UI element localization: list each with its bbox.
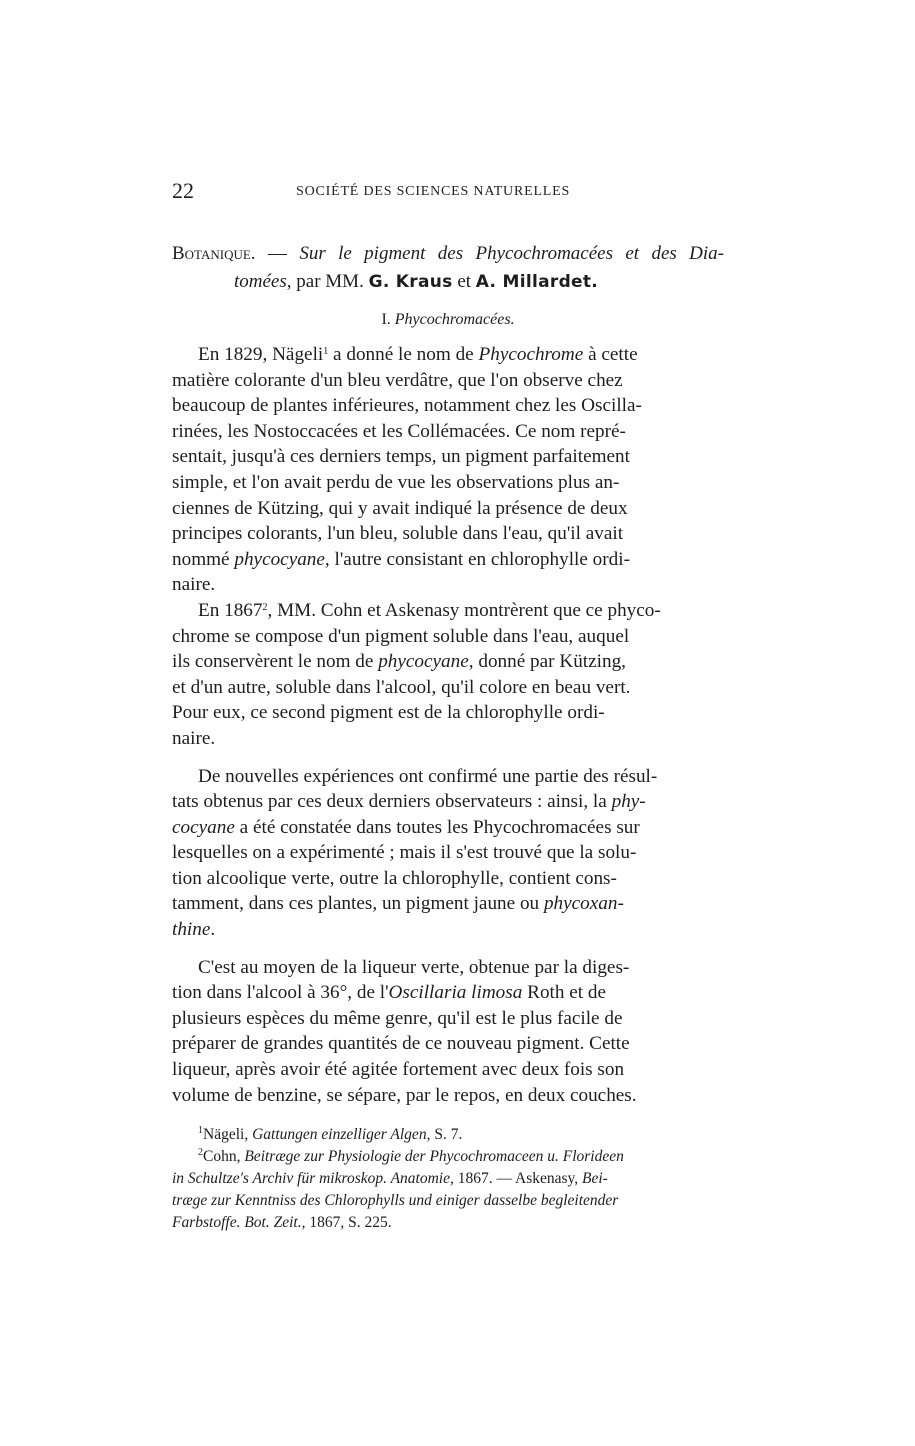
paragraph (172, 598, 724, 752)
section-heading (172, 311, 724, 329)
author-name: A. Millardet. (475, 272, 599, 292)
text-run: En 1867 (198, 599, 263, 621)
text-run: à cette matière colorante d'un bleu verdâtre, que l'on observe chez beaucoup de plantes inférieures, notamment chez les Oscilla- rinées, les Nostoccacées et les Collémacées. Ce nom repré- sentait, jusqu'à ces derniers temps, un pigment parfaitement simple, et l'on avait perdu de vue les observations plus an- ciennes de Kützing, qui y avait indiqué la présence de deux principes colorants, l'un bleu, soluble dans l'eau, qu'il avait nommé (172, 344, 642, 570)
text-run: De nouvelles expériences ont confirmé une partie des résul- tats obtenus par ces deux derniers observateurs : ainsi, la (172, 765, 658, 813)
text-run: Cohn, (203, 1148, 245, 1165)
footnote-ref: 1 (323, 346, 329, 357)
italic-term: Oscillaria limosa (388, 982, 523, 1004)
section-title: Phycochromacées. (394, 311, 515, 328)
text-run: , 1867, S. 225. (301, 1214, 392, 1231)
text-run: , donné par Kützing, et d'un autre, soluble dans l'alcool, qu'il colore en beau vert. Pour eux, ce second pigment est de la chlorophylle ordi- naire. (172, 651, 631, 749)
paragraph (172, 955, 724, 1109)
italic-term: Bei- træge zur Kenntniss des Chlorophylls und einiger dasselbe begleitender Farbstoffe. Bot. Zeit. (172, 1170, 619, 1231)
title-text: tomées (234, 271, 287, 292)
italic-term: Beitræge zur Physiologie der Phycochromaceen u. Florideen in Schultze's Archiv für mikroskop. Anatomie (172, 1148, 624, 1187)
text-run: Roth et de plusieurs espèces du même genre, qu'il est le plus facile de préparer de grandes quantités de ce nouveau pigment. Cette liqueur, après avoir été agitée fortement avec deux fois son volume de benzine, se sépare, par le repos, en deux couches. (172, 982, 637, 1106)
paragraph (172, 764, 724, 943)
running-head: SOCIÉTÉ DES SCIENCES NATURELLES (296, 184, 571, 199)
title-et: et (452, 271, 476, 292)
body-text (172, 342, 724, 1108)
page-number: 22 (172, 178, 194, 203)
section-numeral: I. (381, 311, 395, 328)
text-run: , l'autre consistant en chlorophylle ordi- naire. (172, 548, 630, 596)
italic-term: phycocyane (378, 651, 469, 673)
italic-term: phycoxan- thine (172, 893, 624, 941)
italic-term: phy- cocyane (172, 791, 646, 838)
article-title-line (172, 268, 724, 296)
article-title-line (172, 240, 724, 268)
footnote-mark: 1 (198, 1125, 203, 1136)
text-run: a donné le nom de (328, 344, 479, 365)
italic-term: phycocyane (234, 548, 325, 570)
rubric: Botanique. (172, 243, 256, 264)
title-by: , par MM. (286, 271, 369, 292)
italic-term: Gattungen einzelliger Algen (252, 1126, 427, 1143)
footnote (172, 1146, 724, 1234)
page-header (172, 178, 724, 208)
title-text: Sur le pigment des Phycochromacées et des Dia- (299, 243, 724, 264)
footnote-ref: 2 (262, 601, 268, 613)
text-run: , MM. Cohn et Askenasy montrèrent que ce phyco- chrome se compose d'un pigment soluble dans l'eau, auquel ils conservèrent le nom de (172, 599, 661, 673)
italic-term: Phycochrome (478, 344, 584, 365)
author-name: G. Kraus (368, 272, 453, 292)
text-run: a été constatée dans toutes les Phycochromacées sur lesquelles on a expérimenté ; mais il s'est trouvé que la solu- tion alcoolique verte, outre la chlorophylle, contient cons- tamment, dans ces plantes, un pigment jaune ou (172, 816, 640, 915)
paragraph (172, 342, 724, 598)
text-run: , S. 7. (426, 1126, 463, 1143)
title-dash: — (255, 243, 300, 264)
text-run: En 1829, Nägeli (198, 344, 324, 365)
text-run: Nägeli, (203, 1126, 253, 1143)
article-title (172, 240, 724, 296)
footnotes (172, 1124, 724, 1234)
footnote (172, 1124, 724, 1146)
text-run: , 1867. — Askenasy, (449, 1170, 583, 1187)
footnote-mark: 2 (198, 1147, 203, 1158)
text-run: C'est au moyen de la liqueur verte, obtenue par la diges- tion dans l'alcool à 36°, de l' (172, 956, 630, 1004)
text-run: . (210, 919, 216, 941)
